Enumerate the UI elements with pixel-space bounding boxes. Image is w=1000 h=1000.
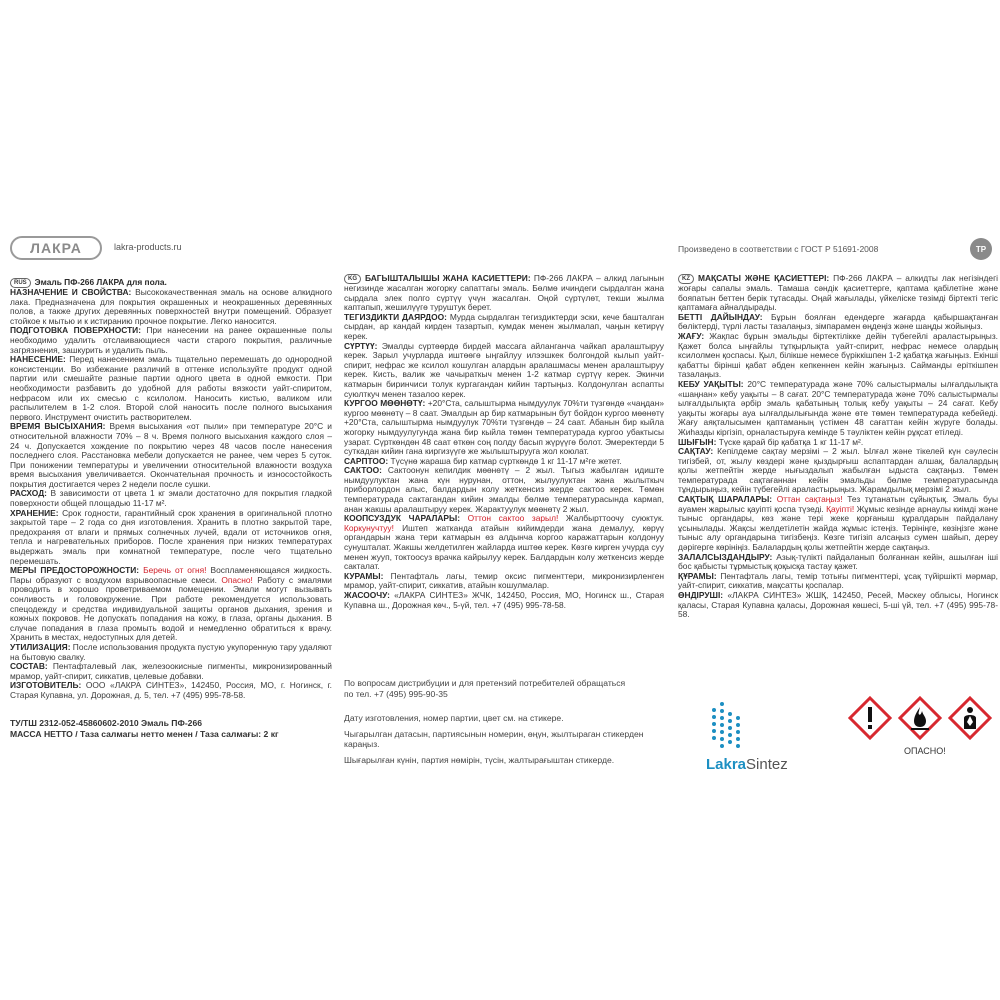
section-heading: ЗАЛАЛСЫЗДАНДЫРУ:	[678, 551, 773, 562]
section-heading: БАГЫШТАЛЫШЫ ЖАНА КАСИЕТТЕРИ:	[365, 273, 531, 284]
section-heading: НАЗНАЧЕНИЕ И СВОЙСТВА:	[10, 287, 132, 297]
product-title: Эмаль ПФ-266 ЛАКРА для пола.	[34, 277, 167, 288]
section-heading: САҚТАУ:	[678, 446, 714, 457]
section-text: Бұрын боялған едендерге жағарда қабыршақтанған бөліктерді, түрлі ласты тазалаңыз, зімпарамен өңдеңіз және шаңды жойыңыз.	[678, 311, 998, 332]
health-hazard-icon	[948, 696, 992, 740]
section-text: Иштеп жатканда атайын кийимдерди жана демалуу, көрүү органдарын жана тери катмарын өз алдынча коргоо каражаттарын колдонуу сунушталат. Жакшы желдетилген жайларда иштөө керек. Көзгө кирген учурда суу менен жууп, токтоосуз врачка кайрылуу керек. Балдардын колу жеткенсиз жерде сакталат.	[344, 522, 664, 572]
section-text: Пентафталь лагы, темір тотығы пигменттері, ұсақ түйіршікті мәрмар, уайт-спирит, сиккатив, мақсатты қоспалар.	[678, 570, 998, 591]
section-heading: СОСТАВ:	[10, 661, 48, 672]
section-heading: МАҚСАТЫ ЖӘНЕ ҚАСИЕТТЕРІ:	[698, 273, 830, 284]
website-link[interactable]: lakra-products.ru	[114, 242, 182, 252]
warning-text: Опасно!	[217, 574, 253, 585]
warning-text: Оттан сақтаңыз!	[772, 494, 843, 505]
distribution-block	[344, 678, 664, 770]
section-text: «ЛАКРА СИНТЕЗ» ЖЧК, 142450, Россия, МО, Ногинск ш., Старая Купавна ш., Дорожная көч., 5-үй, тел. +7 (495) 995-78-58.	[344, 590, 664, 610]
tu-line: ТУ/ТШ 2312-052-45860602-2010 Эмаль ПФ-266	[10, 718, 203, 728]
section-heading: КЕБУ УАҚЫТЫ:	[678, 378, 744, 389]
section-text: Высококачественная эмаль на основе алкидного лака. Предназначена для покрытия окрашенных и неокрашенных деревянных полов, а также других деревянных поверхностей внутри помещений. Образует стойкое к мытью и к истиранию прочное покрытие. Легко наносится.	[10, 287, 332, 326]
section-heading: ХРАНЕНИЕ:	[10, 507, 59, 518]
section-text: 20°С температурада және 70% салыстырмалы ылғалдылықта «шаңнан» кебу уақыты – 8 сағат. 20°С температурада және 70% салыстырмалы ылғалдылықта әрбір эмаль қабатының толық кебу уақыты – 24 сағат. Кебу уақыты жоғары ауа ылғалдылығында және өте төмен температурада кебейеді. Жағу аяқталысымен қаптаманың үстімен 48 сағаттан кейін жүруге болады. Жиһазды кіргізіп, орналастыруға кемінде 5 тәуліктен кейін рұқсат етіледі.	[678, 378, 998, 437]
warning-text: Коркунучтуу!	[344, 522, 394, 533]
section-heading: САҚТЫҚ ШАРАЛАРЫ:	[678, 494, 773, 505]
kyrgyz-column	[344, 274, 664, 610]
russian-column	[10, 278, 332, 701]
section-heading: САРПТОО:	[344, 455, 389, 466]
section-heading: ВРЕМЯ ВЫСЫХАНИЯ:	[10, 421, 106, 432]
section-text: Азық-түлікті пайдаланып болғаннан кейін, ашылған ішi бос қабысты тұрмыстық қоқысқа тастау қажет.	[678, 551, 998, 572]
section-text: «ЛАКРА СИНТЕЗ» ЖШҚ, 142450, Ресей, Мәскеу облысы, Ногинск қаласы, Старая Купавна қаласы, Дорожная көшесі, 5-ші үй, тел. +7 (495) 995-78-58.	[678, 590, 998, 620]
warning-text: Оттон сактоо зарыл!	[460, 513, 559, 524]
section-heading: ПОДГОТОВКА ПОВЕРХНОСТИ:	[10, 325, 141, 336]
section-heading: РАСХОД:	[10, 488, 47, 499]
section-text: ПФ-266 ЛАКРА – алкидты лак негізіндегі жоғары сапалы эмаль. Тамаша сәндік қасиеттерге, қаптама қабілетіне және бояпатын беттен берік тұтасады. Оңай жағылады, үйкеліске төзімді біртекті тегіс қаптамаға айналдырады.	[678, 273, 998, 313]
section-text: Мурда сырдалган тегиздиктерди эски, кече башталган сырдан, ар кандай кирден тазартып, кумдак менен жылмалап, чаңын кетирүү керек.	[344, 311, 664, 341]
section-heading: ШЫҒЫН:	[678, 436, 717, 447]
lang-badge-kg: KG	[344, 274, 361, 284]
section-text: Жақпас бұрын эмальды біртектілікке дейін түбегейлі араластырыңыз. Қажет болса ыңғайлы тұтқырлықта уайт-спирит, нефрас немесе олардың ксилолмен қоспасы. Қыл, білікше немесе бүріккішпен 1-2 қабатқа жағыңыз. Екінші қабатты бірінші қабат әбден кепкеннен кейін жағыңыз. Сайманды еріткішпен тазалаңыз.	[678, 330, 998, 380]
section-heading: САКТОО:	[344, 465, 382, 476]
brand-name: LakraSintez	[706, 756, 788, 773]
contact-line: По вопросам дистрибуции и для претензий потребителей обращаться	[344, 678, 626, 688]
section-heading: ӨНДІРУШІ:	[678, 590, 724, 600]
section-text: Түске қарай бір қабатқа 1 кг 11-17 м².	[716, 436, 864, 447]
section-text: После использования продукта пустую укупоренную тару удаляют на бытовую свалку.	[10, 641, 332, 662]
section-text: ООО «ЛАКРА СИНТЕЗ», 142450, Россия, МО, г. Ногинск, г. Старая Купавна, ул. Дорожная, д. 5, тел. +7 (495) 995-78-58.	[10, 680, 332, 700]
section-text: +20°Ста, салыштырма нымдуулук 70%ти түзгөндө «чаңдан» кургоо мөөнөтү – 8 саат. Эмалдын ар бир катмарынын бут бойдон кургоо мөөнөтү +20°Ста, салыштырма нымдуулук 70%ти түзгөндө – 24 саат. Абанын бир кыйла жогорку нымдуулугунда жана бир кыйла төмөн температурада кургоо убактысы узарат. Сүрткөндөн 48 саат өткөн соң полду басып жүрүүгө болот. Эмеректерди 5 суткадан кийин гана киргизүүгө же жылыштырууга жол коюлат.	[344, 398, 664, 457]
tr-certification-icon: ТР	[970, 238, 992, 260]
section-heading: КУРГОО МӨӨНӨТҮ:	[344, 398, 426, 409]
gost-note: Произведено в соответствии с ГОСТ Р 51691-2008	[678, 244, 879, 254]
lang-badge-kz: KZ	[678, 274, 694, 284]
flame-hazard-icon	[898, 696, 942, 740]
warning-text: Беречь от огня!	[139, 565, 207, 576]
date-note-kg: Чыгарылган датасын, партиясынын номерин, өңүн, жылтыраган стикерден караңыз.	[344, 728, 644, 749]
section-text: Сактоонун кепилдик мөөнөтү – 2 жыл. Тыгыз жабылган идиште нымдуулуктан жана күн нурунан, оттон, жылуулуктан жана жылыткыч приборлордон алыс, балдардын колу жеткенсиз жерде сактоо керек. Төмөн температурада сактагандан кийин эмалды бөлмө температурасында кармап, анан жакшы аралаштыруу керек. Жарактуулук мөөнөтү 2 жыл.	[344, 465, 664, 514]
section-heading: ҚҰРАМЫ:	[678, 570, 717, 581]
section-heading: ТЕГИЗДИКТИ ДАЯРДОО:	[344, 311, 447, 322]
section-text: Время высыхания «от пыли» при температуре 20°С и относительной влажности 70% – 8 ч. Время полного высыхания каждого слоя – 24 ч. Допускается хождение по покрытию через 48 часов после нанесения последнего слоя. Расстановка мебели допускается не ранее, чем через 5 суток. При понижении температуры и увеличении относительной влажности воздуха время высыхания увеличивается. Окончательная прочность и износостойкость покрытия достигается через 2 недели после сушки.	[10, 421, 332, 489]
contact-phone: по тел. +7 (495) 995-90-35	[344, 688, 448, 699]
section-heading: УТИЛИЗАЦИЯ:	[10, 641, 71, 652]
section-text: Перед нанесением эмаль тщательно перемешать до однородной консистенции. Во избежание различий в оттенке используйте продукт одной партии или смешайте разные партии одного цвета в одной емкости. При необходимости разбавить до удобной для работы вязкости уайт-спиритом, нефрасом или их смесью с ксилолом. Наносить кистью, валиком или распылителем в 1-2 слоя. Второй слой наносить после полного высыхания первого. Инструмент очистить растворителем.	[10, 354, 332, 422]
section-heading: БЕТТІ ДАЙЫНДАУ:	[678, 311, 763, 322]
section-text: Эмалды сүртөөрдө бирдей массага айланганча чайкап аралаштыруу керек. Зарыл учурларда иштөөгө ыңгайлуу илээшкек болгондой кылып уайт-спирит, нефрас же ксилол кошулган алардын аралашмасы менен аралаштыруу керек. Кисть, валик же чачыраткыч менен 1-2 катмар сүртүү керек. Экинчи катмарын биринчиси толук кургагандан кийин тартыңыз. Колдонулган аспапты суюлткуч менен тазалоо керек.	[344, 340, 664, 399]
danger-label: ОПАСНО!	[904, 746, 946, 756]
section-text: Тез тұтанатын сұйықтық. Эмаль буы ауамен жарылыс қауіпті қоспа түзеді.	[678, 494, 999, 514]
section-text: Пентафталевый лак, железоокисные пигменты, микронизированный мрамор, уайт-спирит, сиккатив, целевые добавки.	[10, 661, 332, 681]
section-text: Жалбырттоочу суюктук.	[558, 513, 664, 524]
section-text: Түсүнө жараша бир катмар сүрткөндө 1 кг 11-17 м²ге жетет.	[388, 455, 622, 466]
kazakh-column	[678, 274, 998, 620]
section-heading: МЕРЫ ПРЕДОСТОРОЖНОСТИ:	[10, 565, 140, 576]
warning-text: Қауіпті!	[823, 503, 855, 514]
section-heading: СҮРТҮҮ:	[344, 340, 378, 351]
section-heading: ЖАСООЧУ:	[344, 590, 390, 600]
date-note-kz: Шығарылған күнін, партия нөмірін, түсін, жалтырағыштан стикерде.	[344, 754, 615, 765]
section-heading: ЖАҒУ:	[678, 330, 705, 341]
section-text: Воспламеняющаяся жидкость. Пары образуют с воздухом взрывоопасные смеси.	[10, 565, 332, 585]
section-text: Жұмыс кезінде арнаулы киімді және тыныс органдары, көз және тері жеке қорғаныш құралдарын пайдалану ұсынылады. Жақсы желдетілетін жайда жұмыс істеңіз. Терініңге, көзіңізге және тыныс алу органдарына тигізбеңіз. Көзге тигізіп алсаңыз сумен шайып, дереу дәрігерге көрініңіз. Балалардың қолы жетпейтін жерде сақтаңыз.	[678, 503, 998, 553]
section-heading: КУРАМЫ:	[344, 570, 384, 581]
section-text: Пентафталь лагы, темир оксис пигменттери, микронизирленген мрамор, уайт-спирит, сиккатив, атайын кошулмалар.	[344, 570, 664, 591]
net-mass-line: МАССА НЕТТО / Таза салмагы нетто менен / Таза салмағы: 2 кг	[10, 728, 279, 739]
section-text: Срок годности, гарантийный срок хранения в оригинальной плотно закрытой таре – 2 года со дня изготовления. Хранить в плотно закрытой таре, предохраняя от влаги и прямых солнечных лучей, вдали от источников огня, тепла и нагревательных приборов. После хранения при низких температурах выдержать эмаль при комнатной температуре, после чего тщательно перемешать.	[10, 507, 332, 566]
section-text: При нанесении на ранее окрашенные полы необходимо удалить отслаивающиеся части старого покрытия, различные загрязнения, зашкурить и удалить пыль.	[10, 325, 332, 355]
spec-block	[10, 718, 332, 739]
section-text: Работу с эмалями проводить в хорошо проветриваемом помещении. Эмали могут вызывать сонливость и головокружение. При работе рекомендуется использовать спецодежду и средства индивидуальной защиты органов дыхания, зрения и кожных покровов. Не допускать попадания на кожу, в глаза, органы дыхания. В случае попадания в глаза промыть водой и немедленно обратиться к врачу. Хранить в местах, недоступных для детей.	[10, 574, 332, 643]
section-text: Кепілдеме сақтау мерзімі – 2 жыл. Ылғал және тікелей күн сәулесін тигізбей, от, жылу көздері және қыздырғыш аспаптардан алшақ, балалардың қолы жетпейтін жерде нығыздалып жабылған ыдыста сақтаңыз. Төмен температурада сақтағаннан кейін эмальды бөлме температурасында тұндырыңыз, кейін түбегейлі араластырыңыз. Жарамдылық мерзімі 2 жыл.	[678, 446, 998, 495]
section-text: В зависимости от цвета 1 кг эмали достаточно для покрытия гладкой поверхности общей площадью 11-17 м².	[10, 488, 332, 509]
section-heading: НАНЕСЕНИЕ:	[10, 354, 66, 365]
section-text: ПФ-266 ЛАКРА – алкид лагынын негизинде жасалган жогорку сапаттагы эмаль. Бөлмө ичиндеги сырдалган жана сырдала элек полго сүртүү үчүн жасалган. Оңой сүртүлөт, текши жылма каптапып, жешилүүгө туруштук берет.	[344, 273, 664, 313]
section-heading: КООПСУЗДУК ЧАРАЛАРЫ:	[344, 513, 460, 524]
date-note-ru: Дату изготовления, номер партии, цвет см. на стикере.	[344, 713, 564, 723]
section-heading: ИЗГОТОВИТЕЛЬ:	[10, 680, 82, 691]
lang-badge-rus: RUS	[10, 278, 31, 288]
exclamation-hazard-icon	[848, 696, 892, 740]
lakra-logo: ЛАКРА	[10, 236, 102, 260]
